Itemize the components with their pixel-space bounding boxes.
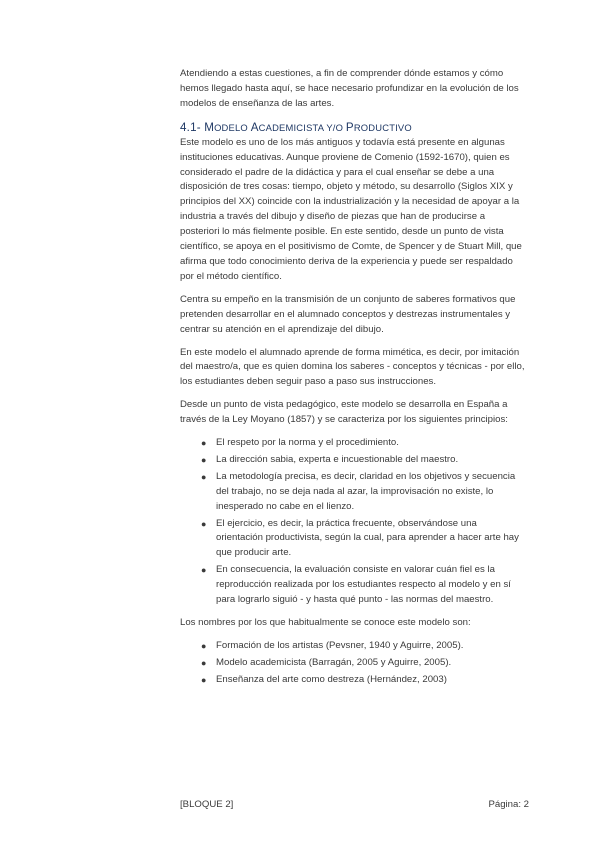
paragraph-pedagogic: Desde un punto de vista pedagógico, este modelo se desarrolla en España a través de la Ley Moyano (1857) y se caracteriza por los siguientes principios: xyxy=(180,399,508,426)
paragraph-focus: Centra su empeño en la transmisión de un conjunto de saberes formativos que pretenden desarrollar en el alumnado conceptos y destrezas instrumentales y centrar su atención en el aprendizaje del dibujo. xyxy=(180,293,516,335)
bullet-icon: ● xyxy=(201,565,207,576)
list-item: ● Enseñanza del arte como destreza (Hernández, 2003) xyxy=(216,673,525,688)
bullet-icon: ● xyxy=(201,518,207,529)
list-item: ● En consecuencia, la evaluación consiste en valorar cuán fiel es la reproducción realizada por los estudiantes respecto al modelo y en sí para lograrlo siguió - y hasta qué punto - las normas del maestro. xyxy=(201,564,511,606)
list-item: ● Formación de los artistas (Pevsner, 1940 y Aguirre, 2005). xyxy=(216,639,525,654)
names-list xyxy=(180,639,525,688)
bullet-icon: ● xyxy=(201,640,207,651)
bullet-icon: ● xyxy=(201,657,207,668)
page-content xyxy=(180,67,525,696)
list-item: ● Modelo academicista (Barragán, 2005 y Aguirre, 2005). xyxy=(216,656,525,671)
bullet-icon: ● xyxy=(201,438,207,449)
footer-page-number: Página: 2 xyxy=(488,799,529,810)
paragraph-origins: Este modelo es uno de los más antiguos y todavía está presente en algunas instituciones educativas. Aunque proviene de Comenio (1592-1670), quien es considerado el padre de la didáctica y para el cual enseñar se debe a una disposición de tres cosas: tiempo, objeto y método, su desarrollo (Siglos XIX y principios del XX) coincide con la industrialización y la necesidad de apoyar a la industria a través del dibujo y diseño de piezas que han de producirse a posteriori lo más fielmente posible. En este sentido, desde un punto de vista científico, se apoya en el positivismo de Comte, de Spencer y de Stuart Mill, que afirma que todo conocimiento deriva de la experiencia y puede ser respaldado por el método científico. xyxy=(180,136,522,282)
section-heading xyxy=(180,120,525,135)
section-title: MODELO ACADEMICISTA Y/O PRODUCTIVO xyxy=(204,120,412,134)
list-item: ● La metodología precisa, es decir, claridad en los objetivos y secuencia del trabajo, no se deja nada al azar, la improvisación no existe, lo inesperado no cabe en el lienzo. xyxy=(201,470,516,512)
page-footer xyxy=(180,799,529,810)
names-intro: Los nombres por los que habitualmente se conoce este modelo son: xyxy=(180,617,471,628)
list-item: ● La dirección sabia, experta e incuestionable del maestro. xyxy=(216,453,525,468)
footer-block-label: [BLOQUE 2] xyxy=(180,799,234,810)
paragraph-mimetic: En este modelo el alumnado aprende de forma mimética, es decir, por imitación del maestro/a, que es quien domina los saberes - conceptos y técnicas - por ello, los estudiantes deben seguir paso a paso sus instrucciones. xyxy=(180,346,525,388)
bullet-icon: ● xyxy=(201,454,207,465)
list-item: ● El respeto por la norma y el procedimiento. xyxy=(216,436,525,451)
bullet-icon: ● xyxy=(201,471,207,482)
intro-paragraph: Atendiendo a estas cuestiones, a fin de comprender dónde estamos y cómo hemos llegado hasta aquí, se hace necesario profundizar en la evolución de los modelos de enseñanza de las artes. xyxy=(180,68,519,109)
principles-list xyxy=(180,436,525,608)
bullet-icon: ● xyxy=(201,674,207,685)
section-number: 4.1- xyxy=(180,120,201,134)
list-item: ● El ejercicio, es decir, la práctica frecuente, observándose una orientación productivista, según la cual, para aprender a hacer arte hay que producir arte. xyxy=(201,517,519,559)
